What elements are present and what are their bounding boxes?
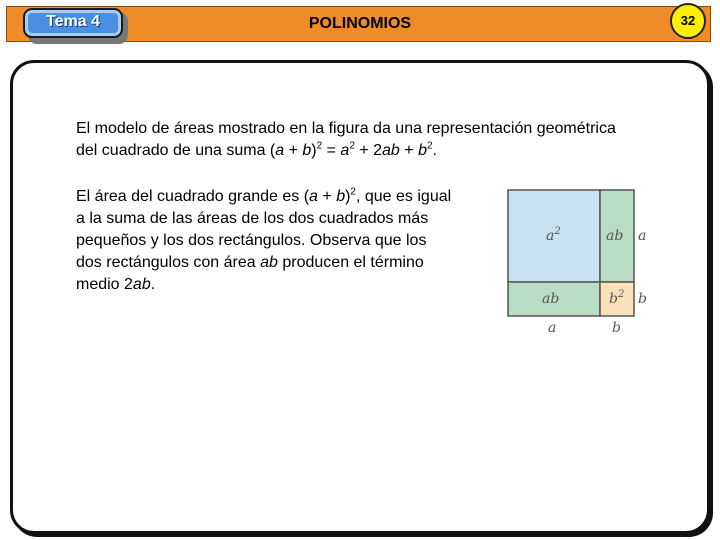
text-run: ) xyxy=(311,142,317,159)
var-ab: ab xyxy=(260,254,278,271)
text-run: El modelo de áreas mostrado en la figura da una representación geométrica del cuadrado de una suma ( xyxy=(76,120,616,159)
text-run: + xyxy=(317,188,337,205)
side-label-b: b xyxy=(638,291,647,307)
text-run: . xyxy=(432,142,437,159)
page-number: 32 xyxy=(670,3,706,39)
bottom-label-b: b xyxy=(612,320,621,336)
text-run: , que es igual a la suma de las áreas de los dos cuadrados más pequeños y los dos rectángulos. Observa que los dos rectángulos con área xyxy=(76,188,452,271)
text-run: El área del cuadrado grande es ( xyxy=(76,188,310,205)
var-a: a xyxy=(275,142,285,159)
chapter-title: POLINOMIOS xyxy=(308,15,412,32)
side-label-a: a xyxy=(638,228,647,244)
bottom-label-a: a xyxy=(548,320,557,336)
var-b: b xyxy=(336,188,346,205)
label-b2: $b^2$ xyxy=(609,289,625,307)
tema-label[interactable]: Tema 4 xyxy=(46,13,100,30)
var-ab: ab xyxy=(382,142,400,159)
label-a2: $a^2$ xyxy=(546,226,561,244)
var-a: a xyxy=(340,142,350,159)
text-run: ) xyxy=(345,188,351,205)
var-a: a xyxy=(309,188,318,205)
exponent: 2 xyxy=(349,140,355,152)
text-run: producen el término medio 2 xyxy=(76,254,424,293)
text-run: + 2 xyxy=(354,142,383,159)
intro-paragraph xyxy=(76,118,636,162)
text-run: + xyxy=(399,142,419,159)
text-run: . xyxy=(150,276,156,293)
exponent: 2 xyxy=(316,140,323,152)
var-b: b xyxy=(302,142,312,159)
text-run: = xyxy=(322,142,341,159)
var-b: b xyxy=(418,142,427,159)
area-model-diagram xyxy=(500,186,660,336)
exponent: 2 xyxy=(426,140,433,152)
var-ab: ab xyxy=(132,276,151,293)
label-ab-top: ab xyxy=(606,228,624,244)
explanation-paragraph xyxy=(76,186,456,296)
text-run: + xyxy=(284,142,303,159)
exponent: 2 xyxy=(350,186,356,198)
label-ab-bottom: ab xyxy=(542,291,560,307)
